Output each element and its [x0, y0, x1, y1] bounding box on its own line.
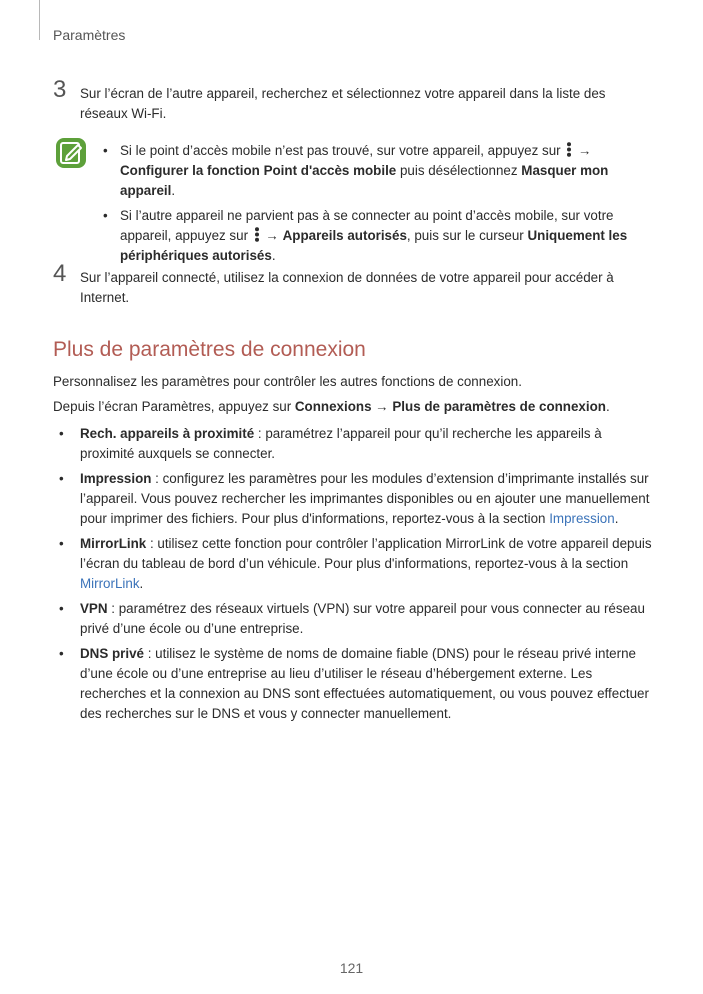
header-divider: [39, 0, 40, 40]
step-3: [53, 76, 653, 124]
section-intro: Personnalisez les paramètres pour contrôler les autres fonctions de connexion.: [53, 374, 522, 389]
note-item: • Si le point d’accès mobile n’est pas trouvé, sur votre appareil, appuyez sur → Configurer la fonction Point d'accès mobile puis désélectionnez Masquer mon appareil.: [103, 143, 609, 198]
note-list: [101, 141, 656, 271]
more-options-icon: [566, 142, 572, 157]
step-number: 3: [53, 76, 67, 103]
note-item: • Si l’autre appareil ne parvient pas à se connecter au point d’accès mobile, sur votre appareil, appuyez sur → Appareils autorisés, puis sur le curseur Uniquement les périphériques autorisés.: [103, 208, 628, 263]
printing-link[interactable]: Impression: [549, 511, 615, 526]
menu-path: Appareils autorisés: [282, 228, 407, 243]
feature-item-nearby: • Rech. appareils à proximité : paramétrez l’appareil pour qu’il recherche les appareils à proximité auxquels se connecter.: [59, 426, 602, 461]
feature-item-printing: • Impression : configurez les paramètres pour les modules d’extension d’imprimante installés sur l’appareil. Vous pouvez rechercher les imprimantes disponibles ou en ajouter une manuellement pour imprimer des fichiers. Pour plus d'informations, reportez-vous à la section Impression.: [59, 471, 650, 526]
feature-item-mirrorlink: • MirrorLink : utilisez cette fonction pour contrôler l’application MirrorLink de votre appareil depuis l’écran du tableau de bord d’un véhicule. Pour plus d'informations, reportez-vous à la section MirrorLink.: [59, 536, 652, 591]
step-4: [53, 260, 653, 308]
header-title: Paramètres: [53, 27, 126, 43]
page-number: 121: [339, 960, 364, 976]
step-text: Sur l’écran de l’autre appareil, recherchez et sélectionnez votre appareil dans la liste des réseaux Wi-Fi.: [80, 86, 606, 121]
feature-list: [53, 424, 653, 729]
menu-option: Uniquement les périphériques autorisés: [120, 228, 628, 263]
section-title: Plus de paramètres de connexion: [53, 338, 366, 361]
mirrorlink-link[interactable]: MirrorLink: [80, 576, 140, 591]
menu-option: Masquer mon appareil: [120, 163, 609, 198]
section-path: Depuis l’écran Paramètres, appuyez sur Connexions → Plus de paramètres de connexion.: [53, 399, 610, 414]
note-pencil-icon: [56, 138, 86, 168]
feature-item-private-dns: • DNS privé : utilisez le système de noms de domaine fiable (DNS) pour le réseau privé interne d’une école ou d’une entreprise au lieu d’utiliser le réseau d’hébergement externe. Les recherches et la connexion au DNS sont effectuées automatiquement, ou vous pouvez effectuer des recherches sur le DNS et vous y connecter manuellement.: [59, 646, 649, 721]
feature-item-vpn: • VPN : paramétrez des réseaux virtuels (VPN) sur votre appareil pour vous connecter au réseau privé d’une école ou d’une entreprise.: [59, 601, 645, 636]
menu-path: Configurer la fonction Point d'accès mobile: [120, 163, 397, 178]
more-options-icon: [254, 227, 260, 242]
step-text: Sur l’appareil connecté, utilisez la connexion de données de votre appareil pour accéder à Internet.: [80, 270, 614, 305]
step-number: 4: [53, 260, 67, 287]
